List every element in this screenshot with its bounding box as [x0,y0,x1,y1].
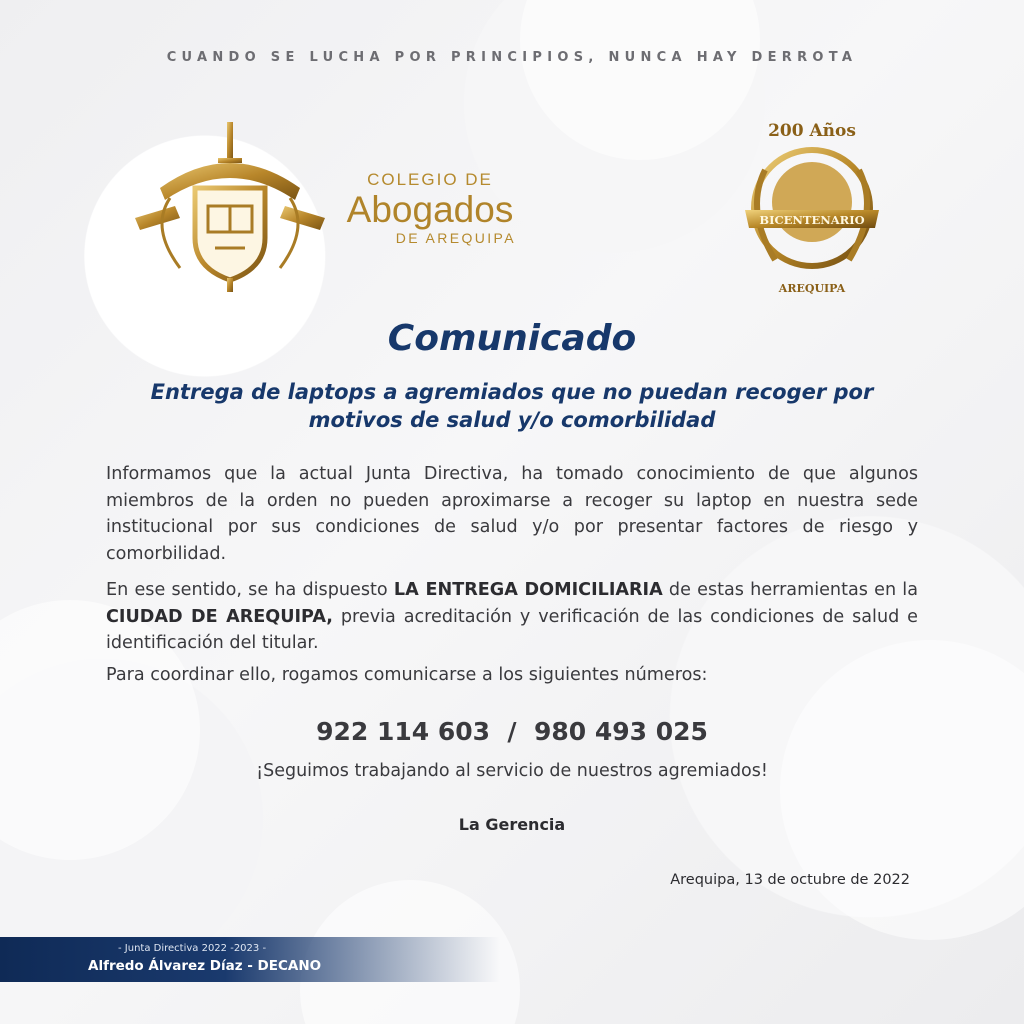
paragraph-3: Para coordinar ello, rogamos comunicarse a los siguientes números: [106,665,708,685]
seal-bottom-text: AREQUIPA [778,282,846,295]
bicentenario-seal [725,110,900,300]
footer-bar [0,937,500,982]
paragraph-2-part-c: de estas herramientas en la [662,580,918,600]
logo-line-abogados: Abogados [346,189,514,230]
slogan: ¡Seguimos trabajando al servicio de nuestros agremiados! [256,761,768,781]
colegio-abogados-emblem [130,118,330,293]
footer-junta: - Junta Directiva 2022 -2023 - [118,943,267,954]
footer-decano: Alfredo Álvarez Díaz - DECANO [88,958,322,974]
bokeh-circle [520,0,760,160]
paragraph-2-part-a: En ese sentido, se ha dispuesto [106,580,394,600]
phone-numbers: 922 114 603 / 980 493 025 [316,717,708,746]
date: Arequipa, 13 de octubre de 2022 [670,872,910,888]
paragraph-2-part-e: previa acreditación y verificación de las condiciones de salud e identificación del titular. [106,606,918,653]
paragraph-2 [106,577,918,657]
motto: CUANDO SE LUCHA POR PRINCIPIOS, NUNCA HAY DERROTA [166,50,858,65]
logo-line-arequipa: DE AREQUIPA [395,230,516,246]
subtitle: Entrega de laptops a agremiados que no puedan recoger por motivos de salud y/o comorbilidad [150,380,874,432]
page-title: Comunicado [387,318,637,359]
seal-top-text: 200 Años [768,121,856,141]
seal-ribbon-text: BICENTENARIO [759,213,865,227]
signature: La Gerencia [458,815,566,834]
paragraph-2-bold-entrega: LA ENTREGA DOMICILIARIA [393,580,663,600]
logo-line-colegio: COLEGIO DE [367,170,493,189]
colegio-logo-text [340,170,520,246]
paragraph-1: Informamos que la actual Junta Directiva, ha tomado conocimiento de que algunos miembros de la orden no pueden aproximarse a recoger su laptop en nuestra sede institucional por sus condiciones de salud y/o por presentar factores de riesgo y comorbilidad. [106,464,918,564]
paragraph-2-bold-ciudad: CIUDAD DE AREQUIPA, [106,606,333,627]
